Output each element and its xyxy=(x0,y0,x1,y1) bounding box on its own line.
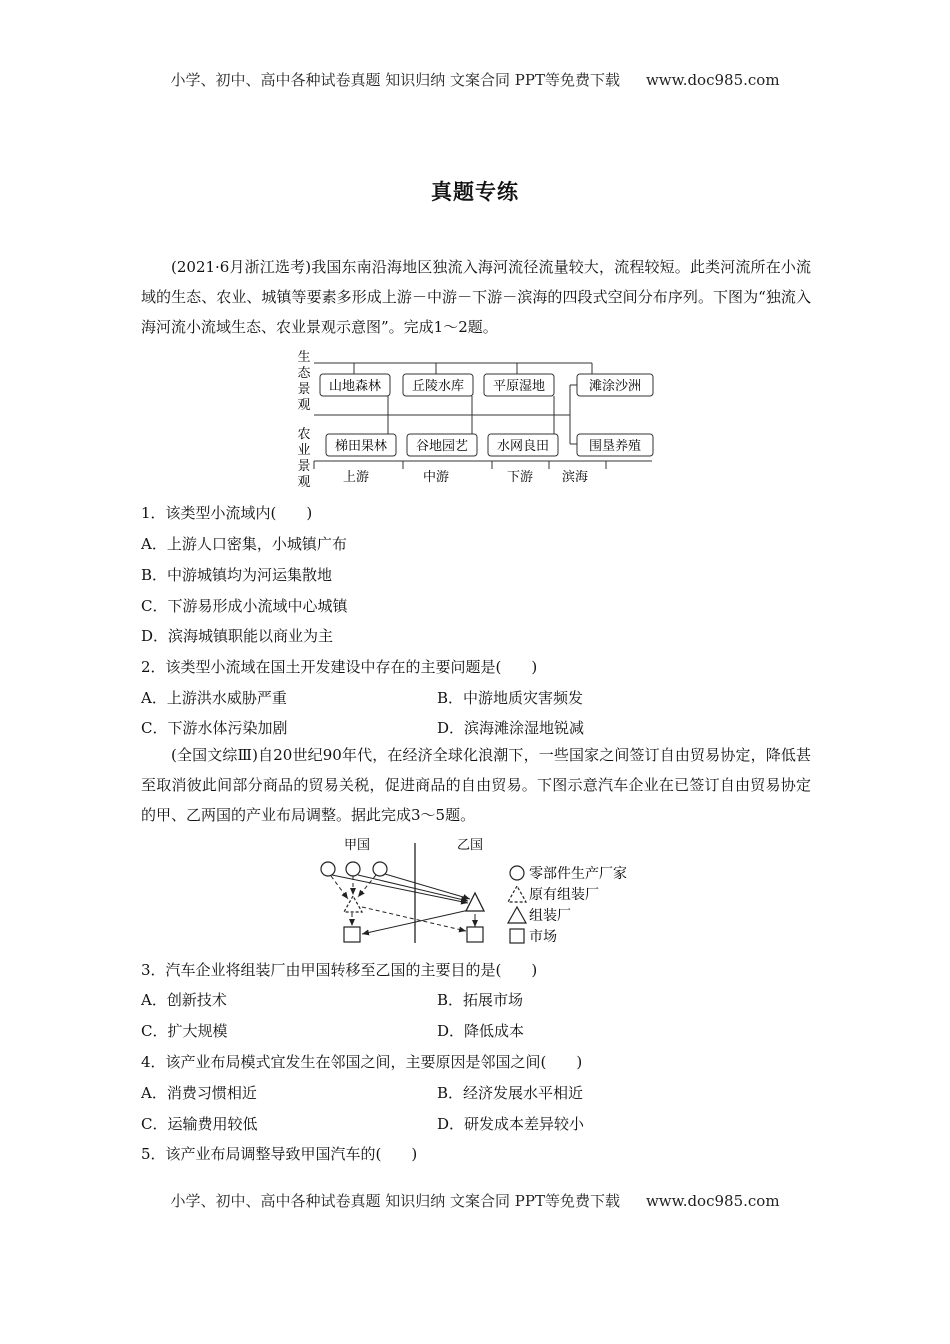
ecology-label-char-1: 态 xyxy=(297,366,311,381)
q2-option-a[interactable]: A．上游洪水威胁严重 xyxy=(141,689,287,707)
parts-factory-2 xyxy=(346,862,360,876)
legend-market: 市场 xyxy=(529,929,557,945)
q3-stem: 3．汽车企业将组装厂由甲国转移至乙国的主要目的是( ) xyxy=(141,961,538,979)
agri-label-terrace-orchard: 梯田果林 xyxy=(334,439,388,454)
header-url[interactable]: www.doc985.com xyxy=(645,71,780,89)
q4-option-a[interactable]: A．消费习惯相近 xyxy=(141,1084,257,1102)
agri-label-char-2: 景 xyxy=(297,459,311,474)
page-title: 真题专练 xyxy=(431,180,519,204)
footer-url[interactable]: www.doc985.com xyxy=(645,1192,780,1210)
ecology-label-char-2: 景 xyxy=(297,382,311,397)
passage-intro-1: (2021·6月浙江选考)我国东南沿海地区独流入海河流径流量较大，流程较短。此类河流所在小流域的生态、农业、城镇等要素多形成上游－中游－下游－滨海的四段式空间分布序列。下图为“独流入海河流小流域生态、农业景观示意图”。完成1～2题。 xyxy=(141,258,811,336)
agri-label-char-0: 农 xyxy=(297,427,311,442)
section-upstream: 上游 xyxy=(342,470,370,485)
original-assembly-plant xyxy=(344,896,362,912)
q5-stem: 5．该产业布局调整导致甲国汽车的( ) xyxy=(141,1145,418,1163)
q4-option-c[interactable]: C．运输费用较低 xyxy=(141,1115,258,1133)
q3-option-c[interactable]: C．扩大规模 xyxy=(141,1022,228,1040)
section-midstream: 中游 xyxy=(422,470,450,485)
eco-label-tidal-flat: 滩涂沙洲 xyxy=(588,379,642,394)
agri-label-char-1: 业 xyxy=(297,443,311,458)
agri-label-valley-horticulture: 谷地园艺 xyxy=(415,439,469,454)
q1-option-c[interactable]: C．下游易形成小流域中心城镇 xyxy=(141,597,348,615)
q4-option-d[interactable]: D．研发成本差异较小 xyxy=(437,1115,585,1133)
market-country-a xyxy=(344,927,360,942)
ecology-label-char-3: 观 xyxy=(297,398,311,413)
country-b-label: 乙国 xyxy=(456,838,484,853)
landscape-diagram xyxy=(290,345,670,495)
q3-option-a[interactable]: A．创新技术 xyxy=(141,991,227,1009)
q1-option-d[interactable]: D．滨海城镇职能以商业为主 xyxy=(141,627,334,645)
legend-assembly: 组装厂 xyxy=(529,908,571,924)
q2-stem: 2．该类型小流域在国土开发建设中存在的主要问题是( ) xyxy=(141,658,538,676)
legend-dashed-triangle-icon xyxy=(508,886,526,902)
q2-option-d[interactable]: D．滨海滩涂湿地锐减 xyxy=(437,719,585,737)
legend-triangle-icon xyxy=(508,907,526,923)
eco-label-mountain-forest: 山地森林 xyxy=(328,379,382,394)
ecology-label-char-0: 生 xyxy=(297,350,311,365)
section-coastal: 滨海 xyxy=(561,470,589,485)
q1-option-b[interactable]: B．中游城镇均为河运集散地 xyxy=(141,566,333,584)
eco-label-plain-wetland: 平原湿地 xyxy=(492,379,546,394)
q2-option-c[interactable]: C．下游水体污染加剧 xyxy=(141,719,288,737)
footer-left-text: 小学、初中、高中各种试卷真题 知识归纳 文案合同 PPT等免费下载 xyxy=(170,1192,620,1210)
q3-option-d[interactable]: D．降低成本 xyxy=(437,1022,525,1040)
q4-option-b[interactable]: B．经济发展水平相近 xyxy=(437,1084,584,1102)
parts-factory-3 xyxy=(373,862,387,876)
section-downstream: 下游 xyxy=(506,470,534,485)
agri-label-paddy-field: 水网良田 xyxy=(496,439,550,454)
eco-label-hill-reservoir: 丘陵水库 xyxy=(411,379,465,394)
page-header xyxy=(0,69,950,90)
legend-parts-factory: 零部件生产厂家 xyxy=(529,866,627,882)
page-footer xyxy=(0,1190,950,1211)
legend-original-assembly: 原有组装厂 xyxy=(529,887,599,903)
q1-option-a[interactable]: A．上游人口密集，小城镇广布 xyxy=(141,535,347,553)
q2-option-b[interactable]: B．中游地质灾害频发 xyxy=(437,689,584,707)
auto-industry-diagram xyxy=(312,835,642,950)
legend-square-icon xyxy=(510,929,524,943)
assembly-plant xyxy=(466,893,484,911)
q3-option-b[interactable]: B．拓展市场 xyxy=(437,991,524,1009)
q1-stem: 1．该类型小流域内( ) xyxy=(141,504,313,522)
q4-stem: 4．该产业布局模式宜发生在邻国之间，主要原因是邻国之间( ) xyxy=(141,1053,583,1071)
parts-factory-1 xyxy=(321,862,335,876)
country-a-label: 甲国 xyxy=(343,838,371,853)
market-country-b xyxy=(467,927,483,942)
agri-label-char-3: 观 xyxy=(297,475,311,490)
header-left-text: 小学、初中、高中各种试卷真题 知识归纳 文案合同 PPT等免费下载 xyxy=(170,71,620,89)
agri-label-reclamation-aquaculture: 围垦养殖 xyxy=(588,439,642,454)
passage-intro-2: (全国文综Ⅲ)自20世纪90年代，在经济全球化浪潮下，一些国家之间签订自由贸易协定，降低甚至取消彼此间部分商品的贸易关税，促进商品的自由贸易。下图示意汽车企业在已签订自由贸易协定的甲、乙两国的产业布局调整。据此完成3～5题。 xyxy=(141,746,811,824)
legend-circle-icon xyxy=(510,866,524,880)
